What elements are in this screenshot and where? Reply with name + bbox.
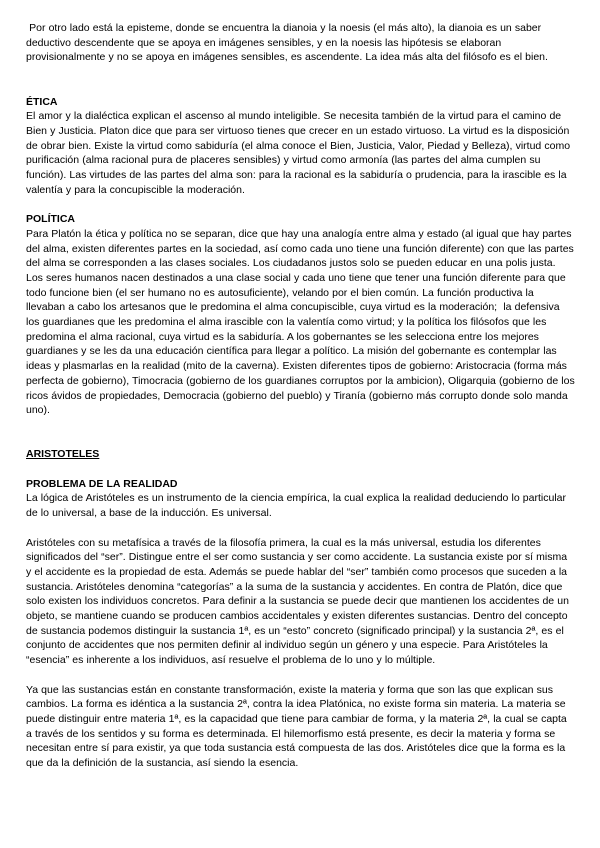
heading-etica: ÉTICA [26,95,58,108]
politica-paragraph: Para Platón la ética y política no se separan, dice que hay una analogía entre alma y estado (al igual que hay partes del alma, existen diferentes partes en la sociedad, así como cada uno tiene una función diferente) con que las partes del alma se corresponden a las clases sociales. Los ciudadanos justos solo se pueden educar en una polis justa. Los seres humanos nacen destinados a una clase social y cada uno tiene que tener una función diferente para que todo funcione bien (el ser humano no es autosuficiente), velando por el bien común. La función productiva la llevaban a cabo los artesanos que le predomina el alma concupiscible, cuya virtud es la moderación; la defensiva los guardianes que les predomina el alma irascible con la valentía como virtud; y la política los filósofos que les predomina el alma racional, cuya virtud es la sabiduría. A los gobernantes se les selecciona entre los mejores guardianes y se les da una educación científica para llegar a político. La misión del gobernante es contemplar las ideas y plasmarlas en la realidad (mito de la caverna). Existen diferentes tipos de gobierno: Aristocracia (forma más perfecta de gobierno), Timocracia (gobierno de los guardianes corruptos por la ambicion), Oligarquia (gobierno de los ricos ávidos de propiedades, Democracia (gobierno del pueblo) y Tiranía (gobierno más corrupto donde solo manda uno). [26,227,578,417]
heading-problema-realidad: PROBLEMA DE LA REALIDAD [26,477,178,490]
etica-paragraph: El amor y la dialéctica explican el ascenso al mundo inteligible. Se necesita también de la virtud para el camino de Bien y Justicia. Platon dice que para ser virtuoso tienes que crecer en un estado virtuoso. La virtud es la disposición de obrar bien. Existe la virtud como sabiduría (el alma conoce el Bien, Justicia, Valor, Piedad y Belleza), virtud como purificación (alma racional pura de placeres sensibles) y virtud como armonía (las partes del alma cumplen su función). Las virtudes de las partes del alma son: para la racional es la sabiduría o prudencia, para la irascible es la valentía y para la concupiscible la moderación. [26,110,574,196]
intro-paragraph: Por otro lado está la episteme, donde se encuentra la dianoia y la noesis (el más alto), la dianoia es un saber deductivo descendente que se apoya en imágenes sensibles, y en la noesis las hipótesis se elaboran provisionalmente y no se apoya en imágenes sensibles, es ascendente. La idea más alta del filósofo es el bien. [26,22,548,64]
problema-realidad-paragraph-3: Ya que las sustancias están en constante transformación, existe la materia y forma que son las que explican sus cambios. La forma es idéntica a la sustancia 2ª, contra la idea Platónica, no existe forma sin materia. La materia se puede distinguir entre materia 1ª, es la capacidad que tiene para cambiar de forma, y la materia 2ª, la cual se capta a través de los sentidos y su forma es determinada. El hilemorfismo está presente, es decir la materia y forma se necesitan entre sí para existir, ya que toda sustancia está compuesta de las dos. Aristóteles dice que la forma es la que da la definición de la sustancia, así siendo la esencia. [26,683,570,770]
heading-politica: POLÍTICA [26,213,75,226]
problema-realidad-paragraph-1: La lógica de Aristóteles es un instrumento de la ciencia empírica, la cual explica la realidad deduciendo lo particular de lo universal, a base de la inducción. Es universal. [26,492,570,520]
heading-aristoteles: ARISTOTELES [26,448,100,461]
problema-realidad-paragraph-2: Aristóteles con su metafísica a través de la filosofía primera, la cual es la más universal, estudia los diferentes significados del “ser”. Distingue entre el ser como sustancia y ser como accidente. La sustancia existe por sí misma y el accidente es la propiedad de esta. Además se puede hablar del “ser” también como procesos que suceden a la sustancia. Aristóteles denomina “categorías” a la suma de la sustancia y accidentes. En contra de Platón, dice que solo existen los individuos concretos. Para definir a la sustancia se puede decir que mantienen los accidentes de un objeto, se mantiene cuando se producen cambios accidentales y existen diferentes sustancias. Dentro del concepto de sustancia podemos distinguir la sustancia 1ª, es un “esto” concreto (significado principal) y la sustancia 2ª, es el conjunto de accidentes que nos permiten definir al individuo según un género y una especie. Para Aristóteles la “esencia” es inherente a los individuos, así resuelve el problema de lo uno y lo múltiple. [26,536,573,667]
